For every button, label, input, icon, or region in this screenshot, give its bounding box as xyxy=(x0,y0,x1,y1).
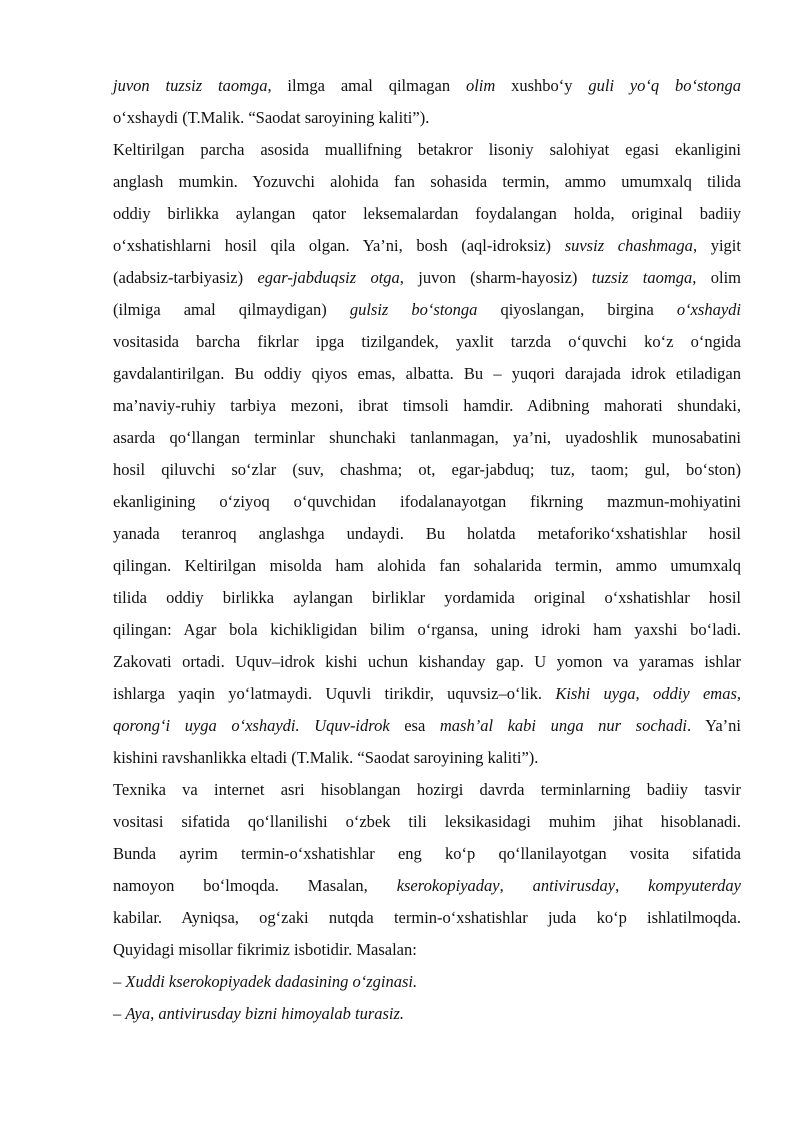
text-line xyxy=(113,70,741,102)
text-segment: , ilmga amal qilmagan xyxy=(267,76,466,95)
text-segment: ekanligining o‘ziyoq o‘quvchidan ifodalanayotgan fikrning mazmun-mohiyatini xyxy=(113,492,741,511)
paragraph-p5 xyxy=(113,998,741,1030)
text-segment: , xyxy=(615,876,649,895)
text-line xyxy=(113,294,741,326)
italic-text-segment: olim xyxy=(465,76,496,95)
italic-text-segment: antivirusday xyxy=(532,876,616,895)
text-segment: o‘xshaydi (T.Malik. “Saodat saroyining kaliti”). xyxy=(113,108,430,127)
text-line xyxy=(113,934,741,966)
text-line xyxy=(113,326,741,358)
text-line xyxy=(113,102,741,134)
text-segment: tilida oddiy birlikka aylangan birliklar yordamida original o‘xshatishlar hosil xyxy=(113,588,741,607)
text-segment: , juvon (sharm-hayosiz) xyxy=(399,268,592,287)
text-segment: xushbo‘y xyxy=(495,76,589,95)
text-segment: hosil qiluvchi so‘zlar (suv, chashma; ot, egar-jabduq; tuz, taom; gul, bo‘ston) xyxy=(113,460,741,479)
text-line xyxy=(113,806,741,838)
text-line xyxy=(113,902,741,934)
italic-text-segment: o‘xshaydi xyxy=(676,300,741,319)
italic-text-segment: gulsiz bo‘stonga xyxy=(349,300,478,319)
text-line xyxy=(113,870,741,902)
text-line xyxy=(113,198,741,230)
text-segment: vositasida barcha fikrlar ipga tizilgandek, yaxlit tarzda o‘quvchi ko‘z o‘ngida xyxy=(113,332,741,351)
text-line xyxy=(113,966,741,998)
paragraph-p1 xyxy=(113,70,741,134)
italic-text-segment: suvsiz chashmaga xyxy=(564,236,693,255)
text-segment: , yigit xyxy=(692,236,741,255)
italic-text-segment: mash’al kabi unga nur sochadi xyxy=(439,716,687,735)
text-segment: Keltirilgan parcha asosida muallifning betakror lisoniy salohiyat egasi ekanligini xyxy=(113,140,741,159)
text-segment: vositasi sifatida qo‘llanilishi o‘zbek tili leksikasidagi muhim jihat hisoblanadi. xyxy=(113,812,741,831)
text-segment: yanada teranroq anglashga undaydi. Bu holatda metaforiko‘xshatishlar hosil xyxy=(113,524,741,543)
text-segment: ma’naviy-ruhiy tarbiya mezoni, ibrat timsoli hamdir. Adibning mahorati shundaki, xyxy=(113,396,741,415)
text-segment: ishlarga yaqin yo‘latmaydi. Uquvli tirikdir, uquvsiz–o‘lik. xyxy=(113,684,556,703)
text-segment: – xyxy=(113,1004,126,1023)
text-line xyxy=(113,838,741,870)
text-segment: anglash mumkin. Yozuvchi alohida fan sohasida termin, ammo umumxalq tilida xyxy=(113,172,741,191)
italic-text-segment: kserokopiyaday xyxy=(396,876,500,895)
text-line xyxy=(113,134,741,166)
text-segment: o‘xshatishlarni hosil qila olgan. Ya’ni, bosh (aql-idroksiz) xyxy=(113,236,565,255)
text-line xyxy=(113,678,741,710)
text-line xyxy=(113,582,741,614)
text-segment: Zakovati ortadi. Uquv–idrok kishi uchun kishanday gap. U yomon va yaramas ishlar xyxy=(113,652,741,671)
italic-text-segment: tuzsiz taomga xyxy=(591,268,693,287)
text-line xyxy=(113,454,741,486)
text-line xyxy=(113,422,741,454)
text-segment: , olim xyxy=(692,268,741,287)
text-line xyxy=(113,166,741,198)
text-line xyxy=(113,774,741,806)
text-segment: – xyxy=(113,972,126,991)
paragraph-p3 xyxy=(113,774,741,966)
text-line xyxy=(113,518,741,550)
text-line xyxy=(113,998,741,1030)
text-line xyxy=(113,486,741,518)
text-segment: (adabsiz-tarbiyasiz) xyxy=(113,268,258,287)
text-segment: Bunda ayrim termin-o‘xshatishlar eng ko‘p qo‘llanilayotgan vosita sifatida xyxy=(113,844,741,863)
text-segment: Texnika va internet asri hisoblangan hozirgi davrda terminlarning badiiy tasvir xyxy=(113,780,741,799)
italic-text-segment: guli yo‘q bo‘stonga xyxy=(588,76,741,95)
text-line xyxy=(113,646,741,678)
text-line xyxy=(113,390,741,422)
text-segment: qilingan: Agar bola kichikligidan bilim o‘rgansa, uning idroki ham yaxshi bo‘ladi. xyxy=(113,620,741,639)
text-segment: kabilar. Ayniqsa, og‘zaki nutqda termin-o‘xshatishlar juda ko‘p ishlatilmoqda. xyxy=(113,908,741,927)
text-segment: (ilmiga amal qilmaydigan) xyxy=(113,300,350,319)
text-segment: qiyoslangan, birgina xyxy=(477,300,677,319)
italic-text-segment: qorong‘i uyga o‘xshaydi. Uquv-idrok xyxy=(113,716,390,735)
text-line xyxy=(113,358,741,390)
text-segment: qilingan. Keltirilgan misolda ham alohida fan sohalarida termin, ammo umumxalq xyxy=(113,556,741,575)
text-line xyxy=(113,230,741,262)
text-line xyxy=(113,742,741,774)
text-segment: . Ya’ni xyxy=(687,716,742,735)
text-segment: esa xyxy=(389,716,440,735)
text-line xyxy=(113,710,741,742)
paragraph-p2 xyxy=(113,134,741,774)
italic-text-segment: Aya, antivirusday bizni himoyalab turasiz. xyxy=(125,1004,405,1023)
italic-text-segment: egar-jabduqsiz otga xyxy=(257,268,400,287)
document-page xyxy=(113,70,741,1030)
text-segment: oddiy birlikka aylangan qator leksemalardan foydalangan holda, original badiiy xyxy=(113,204,741,223)
italic-text-segment: Kishi uyga, oddiy emas, xyxy=(555,684,741,703)
italic-text-segment: Xuddi kserokopiyadek dadasining o‘zginasi. xyxy=(125,972,418,991)
text-line xyxy=(113,550,741,582)
text-segment: kishini ravshanlikka eltadi (T.Malik. “Saodat saroyining kaliti”). xyxy=(113,748,539,767)
paragraph-p4 xyxy=(113,966,741,998)
text-line xyxy=(113,262,741,294)
italic-text-segment: juvon tuzsiz taomga xyxy=(113,76,268,95)
text-segment: , xyxy=(499,876,533,895)
text-segment: asarda qo‘llangan terminlar shunchaki tanlanmagan, ya’ni, uyadoshlik munosabatini xyxy=(113,428,741,447)
text-segment: gavdalantirilgan. Bu oddiy qiyos emas, albatta. Bu – yuqori darajada idrok etiladigan xyxy=(113,364,741,383)
italic-text-segment: kompyuterday xyxy=(648,876,742,895)
text-line xyxy=(113,614,741,646)
text-segment: Quyidagi misollar fikrimiz isbotidir. Masalan: xyxy=(113,940,417,959)
text-segment: namoyon bo‘lmoqda. Masalan, xyxy=(113,876,397,895)
